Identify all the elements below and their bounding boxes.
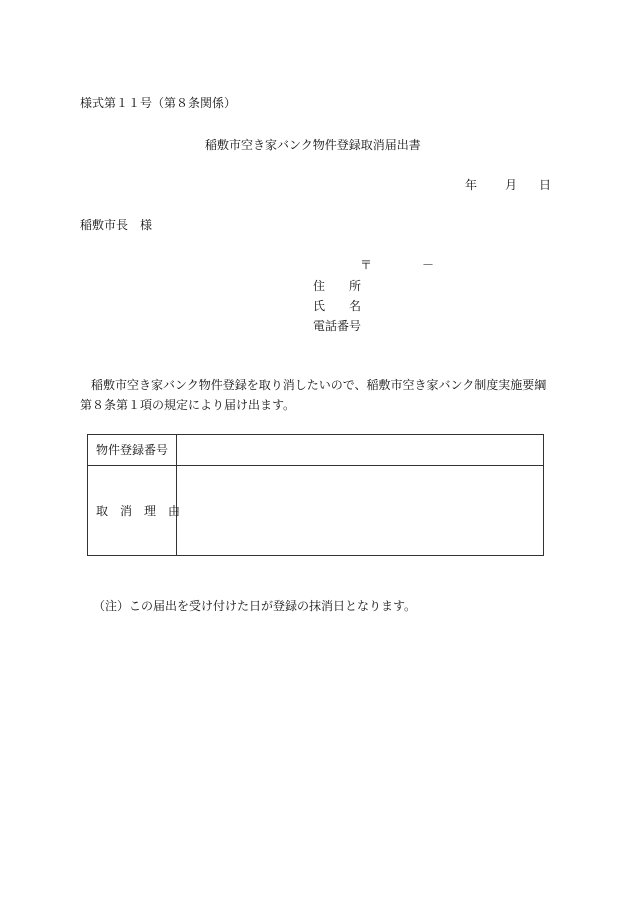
document-title: 稲敷市空き家バンク物件登録取消届出書 <box>205 138 421 152</box>
body-line-2: 第８条第１項の規定により届け出ます。 <box>80 398 296 412</box>
postal-dash: － <box>422 258 435 272</box>
table-row-registration-number <box>88 435 543 466</box>
footnote: （注）この届出を受け付けた日が登録の抹消日となります。 <box>93 599 417 613</box>
phone-label: 電話番号 <box>313 319 362 333</box>
address-label: 住 所 <box>313 279 362 293</box>
postal-mark: 〒 <box>360 258 373 272</box>
addressee: 稲敷市長 様 <box>80 218 153 232</box>
name-label: 氏 名 <box>313 299 362 313</box>
body-line-1: 稲敷市空き家バンク物件登録を取り消したいので、稲敷市空き家バンク制度実施要綱 <box>91 378 547 392</box>
date-day-label: 日 <box>539 178 552 192</box>
registration-number-label: 物件登録番号 <box>96 443 169 457</box>
form-number: 様式第１１号（第８条関係） <box>80 96 237 110</box>
date-month-label: 月 <box>505 178 518 192</box>
registration-table <box>87 434 544 556</box>
date-year-label: 年 <box>465 178 478 192</box>
cancellation-reason-label: 取 消 理 由 <box>96 504 181 518</box>
